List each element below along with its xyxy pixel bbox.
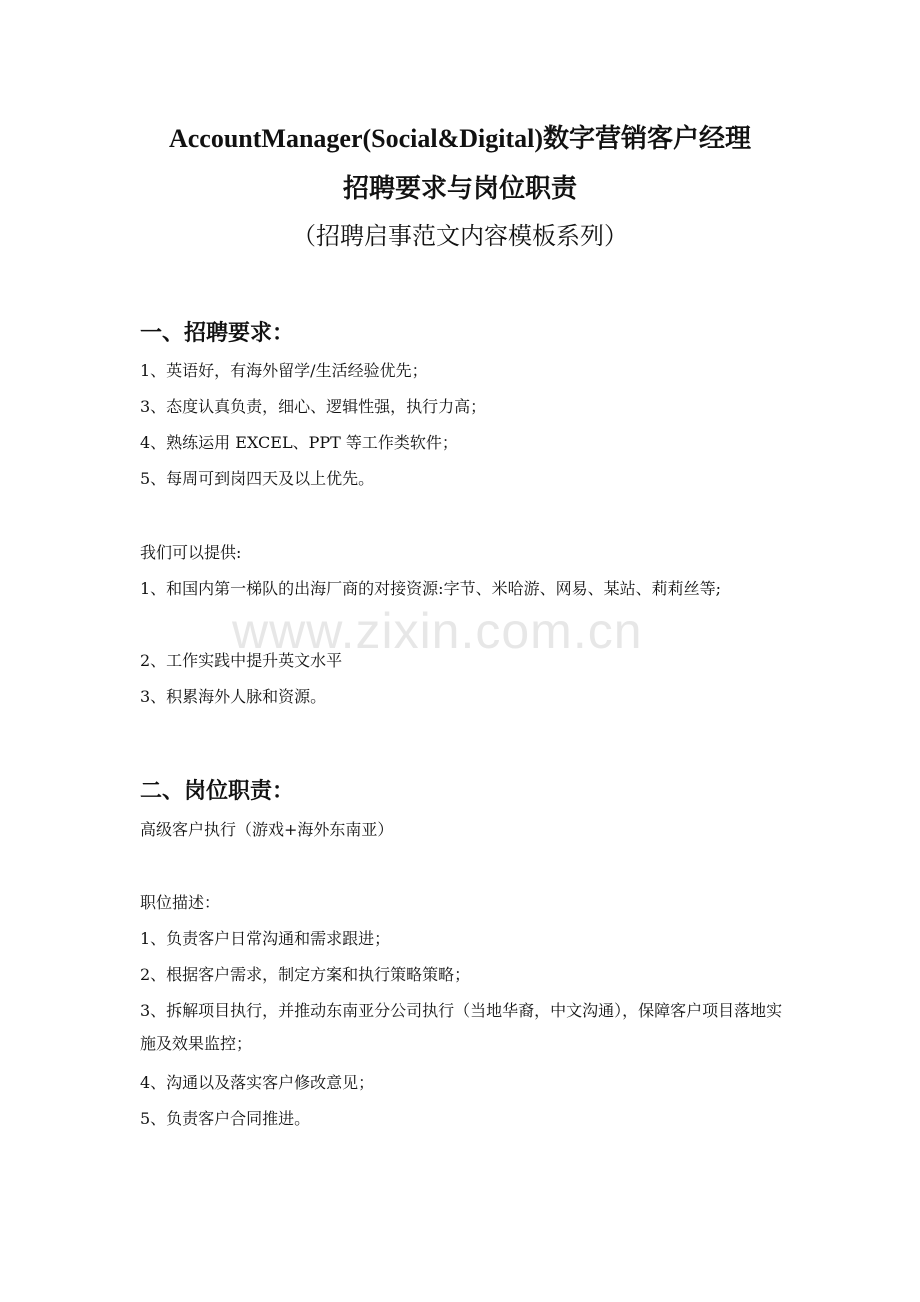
section1-heading: 一、招聘要求： xyxy=(140,320,295,346)
watermark: www.zixin.com.cn xyxy=(232,603,643,659)
section2-heading: 二、岗位职责： xyxy=(140,778,295,804)
job-description-heading: 职位描述： xyxy=(140,893,221,912)
duty-item: 2、根据客户需求，制定方案和执行策略策略； xyxy=(140,965,471,984)
requirement-item: 3、态度认真负责，细心、逻辑性强，执行力高； xyxy=(140,397,487,416)
duty-item: 3、拆解项目执行，并推动东南亚分公司执行（当地华裔，中文沟通），保障客户项目落地实施及效果监控； xyxy=(140,1001,783,1053)
document-title: AccountManager(Social&Digital)数字营销客户经理 xyxy=(168,124,752,153)
requirement-item: 1、英语好，有海外留学/生活经验优先； xyxy=(140,361,428,380)
document-subtitle: 招聘要求与岗位职责 xyxy=(342,174,577,204)
offer-item: 2、工作实践中提升英文水平 xyxy=(140,651,343,670)
duty-item: 1、负责客户日常沟通和需求跟进； xyxy=(140,929,391,948)
duty-item: 4、沟通以及落实客户修改意见； xyxy=(140,1073,375,1092)
offer-item: 1、和国内第一梯队的出海厂商的对接资源:字节、米哈游、网易、某站、莉莉丝等; xyxy=(140,579,721,598)
document-series-note: （招聘启事范文内容模板系列） xyxy=(292,222,628,250)
position-subtitle: 高级客户执行（游戏+海外东南亚） xyxy=(140,820,394,839)
duty-item: 5、负责客户合同推进。 xyxy=(140,1109,311,1128)
offer-item: 3、积累海外人脉和资源。 xyxy=(140,687,327,706)
requirement-item: 5、每周可到岗四天及以上优先。 xyxy=(140,469,375,488)
offer-heading: 我们可以提供: xyxy=(140,543,242,562)
requirement-item: 4、熟练运用 EXCEL、PPT 等工作类软件； xyxy=(140,433,458,452)
